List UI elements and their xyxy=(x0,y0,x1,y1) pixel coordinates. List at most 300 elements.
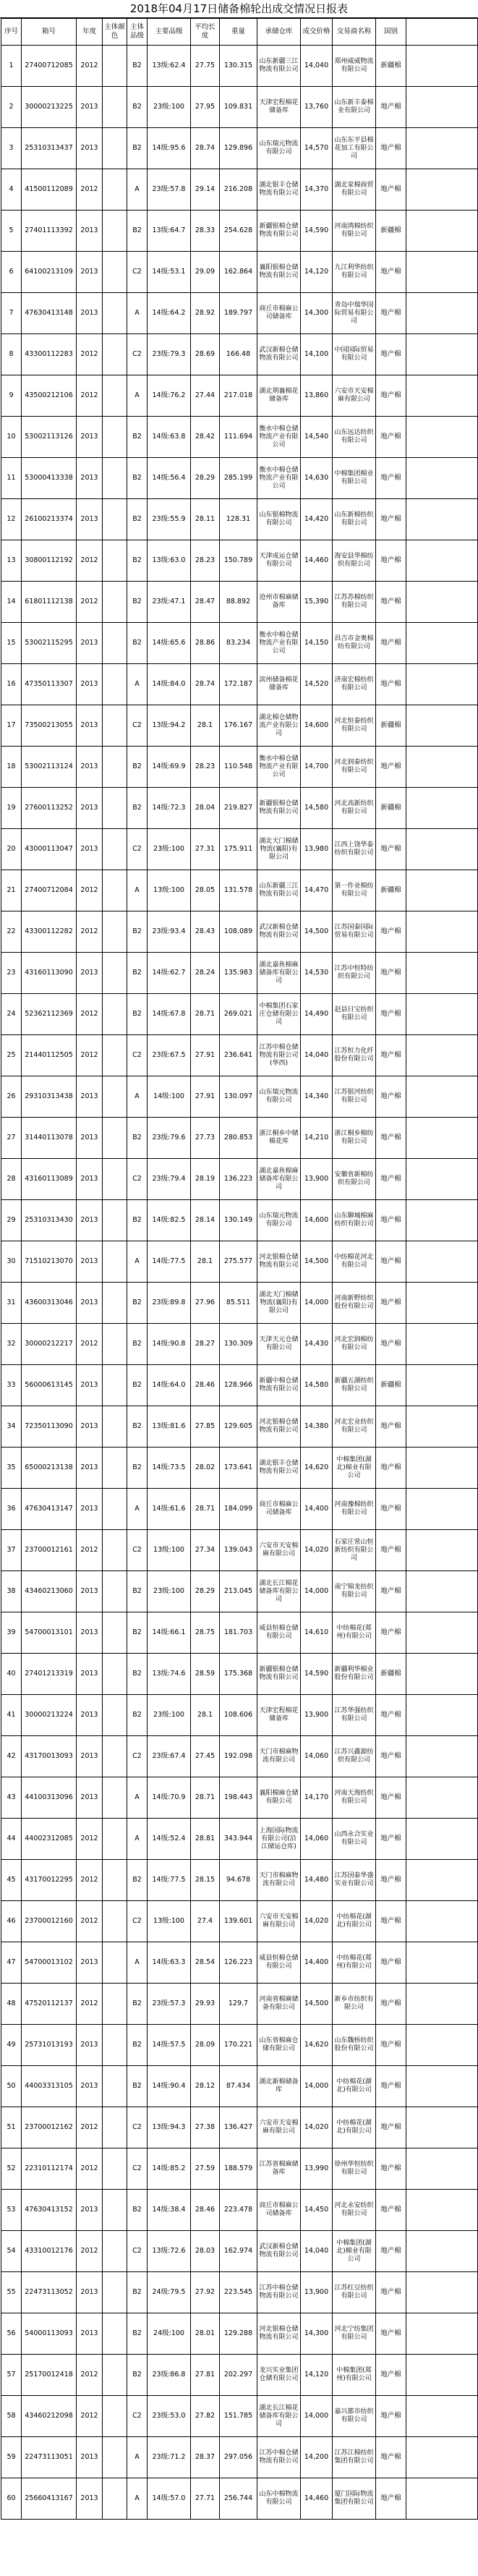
cell-color xyxy=(103,1860,127,1901)
cell-batch: 44100313096 xyxy=(22,1777,77,1819)
cell-mic: 28.71 xyxy=(191,1489,220,1530)
cell-warehouse: 河北银棉仓储物流有限公司 xyxy=(257,1241,301,1283)
cell-mic: 28.11 xyxy=(191,499,220,540)
cell-spacer xyxy=(406,1159,478,1200)
cell-color xyxy=(103,540,127,582)
cell-price: 14,200 xyxy=(301,2437,333,2478)
cell-buyer: 石家庄常山恒新纺织有限公司 xyxy=(333,1530,376,1571)
cell-grade: B2 xyxy=(127,2272,148,2313)
cell-fiber: 23级:79.3 xyxy=(148,334,191,375)
cell-batch: 27400712084 xyxy=(22,870,77,911)
table-row xyxy=(1,1942,478,1984)
cell-origin: 地产棉 xyxy=(376,1777,406,1819)
cell-spacer xyxy=(406,1035,478,1076)
cell-grade: B2 xyxy=(127,87,148,128)
cell-weight: 129.896 xyxy=(220,128,257,169)
cell-year: 2012 xyxy=(77,582,103,623)
cell-spacer xyxy=(406,1324,478,1365)
cell-color xyxy=(103,1489,127,1530)
cell-grade: B2 xyxy=(127,458,148,499)
cell-seq: 41 xyxy=(1,1695,22,1736)
cell-seq: 5 xyxy=(1,211,22,252)
cell-origin: 地产棉 xyxy=(376,334,406,375)
cell-grade: C2 xyxy=(127,2148,148,2190)
cell-seq: 55 xyxy=(1,2272,22,2313)
cell-origin: 地产棉 xyxy=(376,2272,406,2313)
cell-year: 2013 xyxy=(77,705,103,747)
header-mic: 平均长度 xyxy=(191,19,220,46)
cell-price: 14,630 xyxy=(301,458,333,499)
cell-price: 14,040 xyxy=(301,2231,333,2272)
table-row xyxy=(1,1489,478,1530)
cell-color xyxy=(103,2437,127,2478)
cell-seq: 8 xyxy=(1,334,22,375)
cell-color xyxy=(103,417,127,458)
cell-weight: 202.297 xyxy=(220,2355,257,2396)
cell-grade: C2 xyxy=(127,252,148,293)
table-body xyxy=(1,46,478,2520)
cell-origin: 地产棉 xyxy=(376,1448,406,1489)
cell-warehouse: 新疆银棉仓储物流有限公司 xyxy=(257,788,301,829)
cell-spacer xyxy=(406,1489,478,1530)
cell-buyer: 山东新棉纺织有限公司 xyxy=(333,499,376,540)
cell-fiber: 14级:69.9 xyxy=(148,747,191,788)
cell-warehouse: 江苏省棉麻储备库 xyxy=(257,2148,301,2190)
table-row xyxy=(1,499,478,540)
cell-price: 15,390 xyxy=(301,582,333,623)
cell-weight: 129.288 xyxy=(220,2313,257,2355)
cell-weight: 130.309 xyxy=(220,1324,257,1365)
cell-origin: 地产棉 xyxy=(376,2025,406,2066)
cell-buyer: 中纺棉花(湖北)有限公司 xyxy=(333,1901,376,1942)
cell-price: 14,600 xyxy=(301,1200,333,1241)
cell-color xyxy=(103,705,127,747)
cell-weight: 139.601 xyxy=(220,1901,257,1942)
cell-price: 14,420 xyxy=(301,499,333,540)
cell-grade: B2 xyxy=(127,2025,148,2066)
cell-warehouse: 六安市天安棉麻有限公司 xyxy=(257,1901,301,1942)
cell-color xyxy=(103,1942,127,1984)
table-row xyxy=(1,2148,478,2190)
cell-seq: 16 xyxy=(1,664,22,705)
cell-year: 2013 xyxy=(77,1118,103,1159)
cell-seq: 21 xyxy=(1,870,22,911)
cell-fiber: 14级:61.6 xyxy=(148,1489,191,1530)
cell-mic: 28.69 xyxy=(191,334,220,375)
cell-fiber: 24级:79.5 xyxy=(148,2272,191,2313)
cell-color xyxy=(103,458,127,499)
cell-color xyxy=(103,252,127,293)
cell-color xyxy=(103,2355,127,2396)
cell-grade: B2 xyxy=(127,623,148,664)
cell-mic: 27.95 xyxy=(191,87,220,128)
cell-spacer xyxy=(406,582,478,623)
cell-seq: 28 xyxy=(1,1159,22,1200)
cell-buyer: 江苏华强纺织有限公司 xyxy=(333,1695,376,1736)
cell-warehouse: 天津天元仓储有限公司 xyxy=(257,1324,301,1365)
cell-origin: 地产棉 xyxy=(376,2313,406,2355)
cell-buyer: 海安县华棉纺织有限公司 xyxy=(333,540,376,582)
cell-seq: 44 xyxy=(1,1819,22,1860)
cell-mic: 28.15 xyxy=(191,1860,220,1901)
cell-grade: B2 xyxy=(127,747,148,788)
cell-buyer: 中纺棉花(湖北)有限公司 xyxy=(333,2107,376,2148)
cell-year: 2012 xyxy=(77,1819,103,1860)
cell-seq: 50 xyxy=(1,2066,22,2107)
cell-warehouse: 湖北棉仓储物流产业有限公司 xyxy=(257,705,301,747)
cell-price: 14,100 xyxy=(301,334,333,375)
cell-fiber: 23级:57.3 xyxy=(148,1984,191,2025)
cell-spacer xyxy=(406,705,478,747)
cell-color xyxy=(103,953,127,994)
table-row xyxy=(1,1530,478,1571)
cell-price: 14,000 xyxy=(301,1571,333,1612)
cell-weight: 88.892 xyxy=(220,582,257,623)
cell-spacer xyxy=(406,128,478,169)
cell-seq: 10 xyxy=(1,417,22,458)
cell-seq: 13 xyxy=(1,540,22,582)
cell-grade: A xyxy=(127,2478,148,2520)
cell-weight: 166.48 xyxy=(220,334,257,375)
table-row xyxy=(1,211,478,252)
cell-warehouse: 湖北银丰仓储物流有限公司 xyxy=(257,1448,301,1489)
cell-fiber: 14级:76.2 xyxy=(148,375,191,417)
cell-origin: 新疆棉 xyxy=(376,788,406,829)
cell-mic: 28.04 xyxy=(191,788,220,829)
cell-batch: 47630413148 xyxy=(22,293,77,334)
cell-origin: 地产棉 xyxy=(376,1159,406,1200)
cell-color xyxy=(103,1901,127,1942)
auction-results-table xyxy=(1,18,478,2520)
cell-price: 14,020 xyxy=(301,1530,333,1571)
cell-batch: 43160113089 xyxy=(22,1159,77,1200)
cell-price: 14,300 xyxy=(301,2313,333,2355)
cell-fiber: 23级:79.4 xyxy=(148,1159,191,1200)
cell-spacer xyxy=(406,829,478,870)
cell-price: 14,570 xyxy=(301,128,333,169)
cell-year: 2013 xyxy=(77,252,103,293)
cell-spacer xyxy=(406,1695,478,1736)
cell-batch: 44002312085 xyxy=(22,1819,77,1860)
cell-color xyxy=(103,1365,127,1406)
cell-warehouse: 河南省棉麻储备有限公司 xyxy=(257,1984,301,2025)
cell-price: 14,340 xyxy=(301,1076,333,1118)
cell-warehouse: 龙兴实业集团仓储有限公司 xyxy=(257,2355,301,2396)
cell-grade: B2 xyxy=(127,2190,148,2231)
table-row xyxy=(1,1695,478,1736)
cell-batch: 52362112369 xyxy=(22,994,77,1035)
cell-batch: 73500213055 xyxy=(22,705,77,747)
cell-weight: 275.577 xyxy=(220,1241,257,1283)
cell-batch: 22473113051 xyxy=(22,2437,77,2478)
cell-buyer: 河北润泰纺织有限公司 xyxy=(333,747,376,788)
cell-batch: 22473113052 xyxy=(22,2272,77,2313)
cell-grade: B2 xyxy=(127,1365,148,1406)
cell-grade: C2 xyxy=(127,1736,148,1777)
cell-seq: 9 xyxy=(1,375,22,417)
table-row xyxy=(1,1777,478,1819)
cell-batch: 61801112138 xyxy=(22,582,77,623)
cell-year: 2013 xyxy=(77,2272,103,2313)
cell-batch: 54700013101 xyxy=(22,1612,77,1654)
cell-color xyxy=(103,1241,127,1283)
cell-mic: 28.37 xyxy=(191,2437,220,2478)
cell-origin: 新疆棉 xyxy=(376,1654,406,1695)
cell-price: 13,980 xyxy=(301,829,333,870)
cell-color xyxy=(103,1118,127,1159)
table-row xyxy=(1,582,478,623)
cell-mic: 28.75 xyxy=(191,1612,220,1654)
cell-origin: 新疆棉 xyxy=(376,705,406,747)
cell-weight: 162.864 xyxy=(220,252,257,293)
cell-origin: 地产棉 xyxy=(376,2478,406,2520)
cell-year: 2012 xyxy=(77,1984,103,2025)
cell-mic: 28.46 xyxy=(191,2190,220,2231)
cell-grade: C2 xyxy=(127,829,148,870)
cell-mic: 28.02 xyxy=(191,1448,220,1489)
cell-spacer xyxy=(406,2231,478,2272)
cell-origin: 地产棉 xyxy=(376,1901,406,1942)
cell-fiber: 23级:86.8 xyxy=(148,2355,191,2396)
table-row xyxy=(1,2437,478,2478)
cell-color xyxy=(103,829,127,870)
cell-mic: 28.1 xyxy=(191,1241,220,1283)
cell-warehouse: 湖北天门棉储物流(襄阳)有限公司 xyxy=(257,829,301,870)
cell-batch: 71510213070 xyxy=(22,1241,77,1283)
cell-batch: 25310313430 xyxy=(22,1200,77,1241)
table-row xyxy=(1,1654,478,1695)
table-header-row xyxy=(1,19,478,46)
cell-color xyxy=(103,870,127,911)
cell-mic: 28.12 xyxy=(191,2066,220,2107)
cell-price: 14,040 xyxy=(301,1035,333,1076)
cell-fiber: 14级:77.5 xyxy=(148,1860,191,1901)
cell-origin: 新疆棉 xyxy=(376,46,406,87)
cell-price: 14,060 xyxy=(301,1819,333,1860)
cell-spacer xyxy=(406,2148,478,2190)
cell-price: 14,610 xyxy=(301,1612,333,1654)
cell-origin: 地产棉 xyxy=(376,1984,406,2025)
cell-origin: 地产棉 xyxy=(376,2437,406,2478)
cell-spacer xyxy=(406,1200,478,1241)
cell-color xyxy=(103,375,127,417)
cell-origin: 地产棉 xyxy=(376,2190,406,2231)
cell-batch: 31440113078 xyxy=(22,1118,77,1159)
cell-year: 2013 xyxy=(77,1736,103,1777)
cell-fiber: 13级:81.6 xyxy=(148,1406,191,1448)
cell-origin: 地产棉 xyxy=(376,1695,406,1736)
cell-grade: A xyxy=(127,2437,148,2478)
cell-origin: 地产棉 xyxy=(376,664,406,705)
cell-warehouse: 湖北长江棉花储备库有限公司 xyxy=(257,2396,301,2437)
cell-seq: 30 xyxy=(1,1241,22,1283)
cell-buyer: 河北宏业纺织有限公司 xyxy=(333,1406,376,1448)
cell-grade: A xyxy=(127,1819,148,1860)
cell-grade: A xyxy=(127,375,148,417)
cell-batch: 53002113126 xyxy=(22,417,77,458)
cell-fiber: 14级:38.4 xyxy=(148,2190,191,2231)
cell-mic: 29.93 xyxy=(191,1984,220,2025)
cell-buyer: 中纺棉花(郑州)有限公司 xyxy=(333,1612,376,1654)
cell-mic: 28.59 xyxy=(191,1654,220,1695)
cell-year: 2013 xyxy=(77,499,103,540)
cell-weight: 130.149 xyxy=(220,1200,257,1241)
cell-spacer xyxy=(406,1283,478,1324)
header-seq: 序号 xyxy=(1,19,22,46)
cell-seq: 29 xyxy=(1,1200,22,1241)
cell-mic: 27.44 xyxy=(191,375,220,417)
cell-batch: 43160113090 xyxy=(22,953,77,994)
cell-weight: 128.966 xyxy=(220,1365,257,1406)
cell-grade: C2 xyxy=(127,1159,148,1200)
cell-year: 2013 xyxy=(77,1695,103,1736)
cell-color xyxy=(103,1695,127,1736)
cell-buyer: 江苏苏棉纺织有限公司 xyxy=(333,582,376,623)
table-row xyxy=(1,169,478,211)
cell-weight: 129.605 xyxy=(220,1406,257,1448)
cell-buyer: 河北宁纺集团有限公司 xyxy=(333,2313,376,2355)
cell-warehouse: 浙江桐乡中储棉花库 xyxy=(257,1118,301,1159)
cell-batch: 43310012176 xyxy=(22,2231,77,2272)
table-row xyxy=(1,540,478,582)
cell-buyer: 中纺棉花(湖北)有限公司 xyxy=(333,2066,376,2107)
cell-fiber: 14级:66.1 xyxy=(148,1612,191,1654)
cell-spacer xyxy=(406,2437,478,2478)
cell-buyer: 山东魏桥纺织股份有限公司 xyxy=(333,2025,376,2066)
cell-seq: 4 xyxy=(1,169,22,211)
cell-year: 2012 xyxy=(77,2355,103,2396)
cell-seq: 26 xyxy=(1,1076,22,1118)
cell-year: 2013 xyxy=(77,458,103,499)
cell-price: 14,530 xyxy=(301,953,333,994)
cell-grade: B2 xyxy=(127,1984,148,2025)
cell-weight: 217.018 xyxy=(220,375,257,417)
cell-spacer xyxy=(406,1819,478,1860)
cell-year: 2012 xyxy=(77,169,103,211)
cell-buyer: 嘉兴都市纺织有限公司 xyxy=(333,2396,376,2437)
cell-fiber: 14级:90.8 xyxy=(148,1324,191,1365)
cell-year: 2013 xyxy=(77,2313,103,2355)
cell-fiber: 23级:89.8 xyxy=(148,1283,191,1324)
cell-seq: 7 xyxy=(1,293,22,334)
cell-warehouse: 新疆银棉仓储物流有限公司 xyxy=(257,1654,301,1695)
cell-price: 14,000 xyxy=(301,2066,333,2107)
cell-mic: 29.14 xyxy=(191,169,220,211)
cell-buyer: 河南新野纺织股份有限公司 xyxy=(333,1283,376,1324)
cell-warehouse: 襄阳银棉仓储物流有限公司 xyxy=(257,252,301,293)
cell-weight: 254.628 xyxy=(220,211,257,252)
cell-grade: A xyxy=(127,293,148,334)
cell-color xyxy=(103,1406,127,1448)
cell-buyer: 徐州华恒纺织有限公司 xyxy=(333,2148,376,2190)
cell-batch: 27401213319 xyxy=(22,1654,77,1695)
cell-warehouse: 武汉新棉仓储物流有限公司 xyxy=(257,334,301,375)
cell-warehouse: 商丘市棉麻公司储备库 xyxy=(257,1489,301,1530)
cell-grade: A xyxy=(127,664,148,705)
cell-warehouse: 湖北荆襄棉花储备库 xyxy=(257,375,301,417)
cell-batch: 27600113252 xyxy=(22,788,77,829)
cell-mic: 28.24 xyxy=(191,953,220,994)
cell-price: 14,430 xyxy=(301,1324,333,1365)
cell-fiber: 23级:100 xyxy=(148,87,191,128)
cell-color xyxy=(103,2272,127,2313)
cell-year: 2013 xyxy=(77,1241,103,1283)
cell-year: 2013 xyxy=(77,1159,103,1200)
table-row xyxy=(1,1406,478,1448)
cell-batch: 30000213225 xyxy=(22,87,77,128)
cell-spacer xyxy=(406,870,478,911)
cell-fiber: 14级:62.7 xyxy=(148,953,191,994)
cell-batch: 53002115295 xyxy=(22,623,77,664)
cell-color xyxy=(103,211,127,252)
cell-grade: B2 xyxy=(127,788,148,829)
table-row xyxy=(1,953,478,994)
cell-origin: 地产棉 xyxy=(376,1283,406,1324)
table-row xyxy=(1,334,478,375)
cell-warehouse: 天津宏程棉花储备库 xyxy=(257,87,301,128)
cell-price: 14,470 xyxy=(301,870,333,911)
cell-year: 2012 xyxy=(77,46,103,87)
cell-fiber: 14级:100 xyxy=(148,1076,191,1118)
cell-color xyxy=(103,1448,127,1489)
cell-warehouse: 武汉新棉仓储物流有限公司 xyxy=(257,911,301,953)
table-row xyxy=(1,1819,478,1860)
cell-mic: 28.47 xyxy=(191,582,220,623)
cell-weight: 108.606 xyxy=(220,1695,257,1736)
cell-grade: B2 xyxy=(127,2355,148,2396)
cell-grade: B2 xyxy=(127,1324,148,1365)
cell-buyer: 河南豫棉纺织有限公司 xyxy=(333,1489,376,1530)
cell-year: 2012 xyxy=(77,994,103,1035)
cell-seq: 40 xyxy=(1,1654,22,1695)
cell-warehouse: 商丘市棉麻公司储备库 xyxy=(257,293,301,334)
cell-batch: 53002113124 xyxy=(22,747,77,788)
table-row xyxy=(1,2025,478,2066)
cell-origin: 地产棉 xyxy=(376,2355,406,2396)
cell-price: 14,590 xyxy=(301,211,333,252)
cell-year: 2013 xyxy=(77,2025,103,2066)
cell-year: 2012 xyxy=(77,1324,103,1365)
cell-mic: 29.09 xyxy=(191,252,220,293)
cell-spacer xyxy=(406,1076,478,1118)
cell-spacer xyxy=(406,1777,478,1819)
cell-price: 14,060 xyxy=(301,1736,333,1777)
cell-fiber: 13级:100 xyxy=(148,1901,191,1942)
cell-price: 14,580 xyxy=(301,788,333,829)
cell-warehouse: 天津成运仓储有限公司 xyxy=(257,540,301,582)
cell-seq: 3 xyxy=(1,128,22,169)
cell-mic: 27.82 xyxy=(191,2396,220,2437)
cell-batch: 54000113093 xyxy=(22,2313,77,2355)
cell-price: 14,450 xyxy=(301,2190,333,2231)
cell-year: 2013 xyxy=(77,953,103,994)
cell-mic: 28.42 xyxy=(191,417,220,458)
cell-batch: 43170013093 xyxy=(22,1736,77,1777)
cell-color xyxy=(103,1612,127,1654)
cell-spacer xyxy=(406,334,478,375)
table-row xyxy=(1,1860,478,1901)
cell-warehouse: 山东瑞元物流有限公司 xyxy=(257,128,301,169)
table-row xyxy=(1,2231,478,2272)
cell-batch: 53000413338 xyxy=(22,458,77,499)
cell-spacer xyxy=(406,1571,478,1612)
cell-color xyxy=(103,1076,127,1118)
cell-seq: 23 xyxy=(1,953,22,994)
cell-year: 2013 xyxy=(77,1489,103,1530)
cell-seq: 33 xyxy=(1,1365,22,1406)
cell-mic: 28.81 xyxy=(191,1819,220,1860)
cell-spacer xyxy=(406,2025,478,2066)
